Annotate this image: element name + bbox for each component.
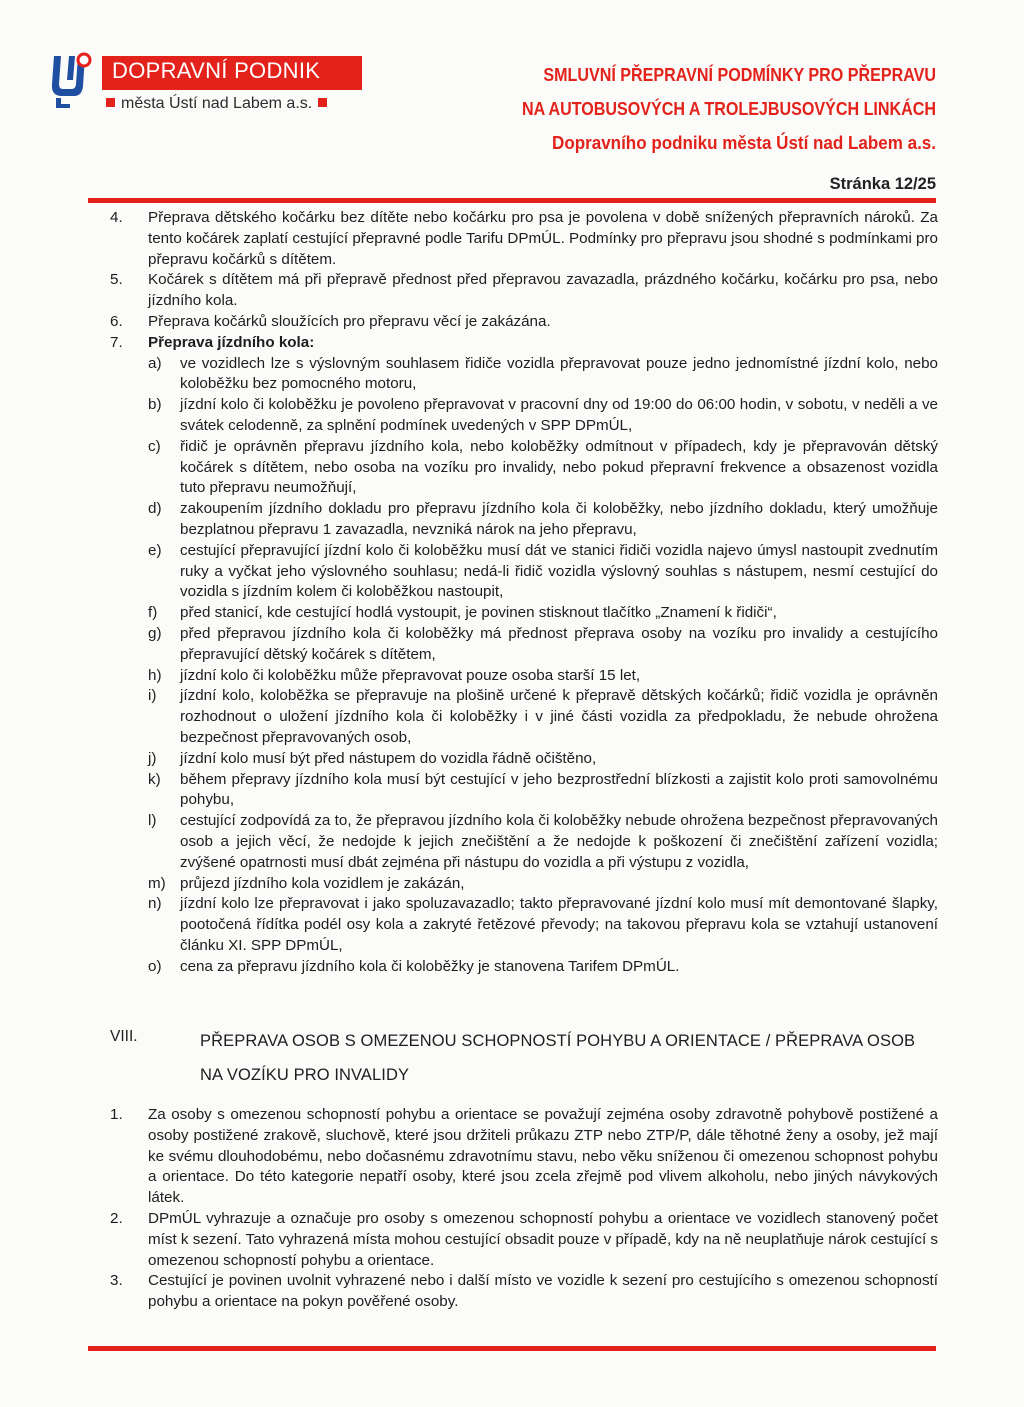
sublist-item <box>110 541 938 603</box>
header-divider <box>88 198 936 203</box>
item-number: 2. <box>110 1209 123 1227</box>
sub-letter: e) <box>148 541 162 559</box>
sub-text: před stanicí, kde cestující hodlá vystoupit, je povinen stisknout tlačítko „Znamení k řidiči“, <box>180 604 777 622</box>
sub-letter: g) <box>148 624 162 642</box>
sub-text: jízdní kolo lze přepravovat i jako spoluzavazadlo; takto přepravované jízdní kolo musí mít demontované šlapky, pootočená řídítka podél osy kola a zakryté řetězové převody; na takovou přepravu kola se vztahují ustanovení článku XI. SPP DPmÚL, <box>180 895 938 954</box>
sub-letter: b) <box>148 396 162 414</box>
sub-letter: i) <box>148 687 157 705</box>
sublist-item <box>110 894 938 956</box>
item-heading: Přeprava jízdního kola: <box>148 333 315 351</box>
sub-letter: d) <box>148 500 162 518</box>
sub-text: během přepravy jízdního kola musí být cestující v jeho bezprostřední blízkosti a zajistit kolo proti samovolnému pohybu, <box>180 770 938 809</box>
list-item <box>110 270 938 312</box>
sub-letter: m) <box>148 874 166 892</box>
sub-letter: a) <box>148 354 162 372</box>
sublist-item <box>110 686 938 748</box>
sub-text: jízdní kolo či koloběžku je povoleno přepravovat v pracovní dny od 19:00 do 06:00 hodin, v sobotu, v neděli a ve svátek celodenně, za splnění podmínek uvedených v SPP DPmÚL, <box>180 396 938 434</box>
list-item <box>110 333 938 354</box>
sub-text: jízdní kolo musí být před nástupem do vozidla řádně očištěno, <box>180 749 597 767</box>
item-number: 1. <box>110 1106 123 1123</box>
sub-text: cena za přepravu jízdního kola či koloběžky je stanovena Tarifem DPmÚL. <box>180 957 680 975</box>
sublist-item <box>110 354 938 396</box>
section-body <box>110 1105 938 1313</box>
sublist-item <box>110 749 938 770</box>
sub-letter: l) <box>148 812 157 830</box>
sub-text: cestující zodpovídá za to, že přepravou jízdního kola či koloběžky nebude ohrožena bezpečnost přepravovaných osob a jejich věcí, že nedojde k jejich znečištění a že nedojde k poškození či znečištění zařízení vozidla; zvýšené opatrnosti musí dbát zejména při nástupu do vozidla a při výstupu z vozidla, <box>180 812 938 871</box>
sub-text: jízdní kolo či koloběžku může přepravovat pouze osoba starší 15 let, <box>180 666 641 684</box>
sublist-item <box>110 499 938 541</box>
sub-text: ve vozidlech lze s výslovným souhlasem řidiče vozidla přepravovat pouze jedno jednomístné jízdní kolo, nebo koloběžku bez pomocného motoru, <box>180 354 938 393</box>
list-item <box>110 208 938 270</box>
list-item <box>110 312 938 333</box>
footer-divider <box>88 1346 936 1351</box>
item-number: 4. <box>110 209 123 226</box>
sub-letter: n) <box>148 895 162 913</box>
logo-name: DOPRAVNÍ PODNIK <box>112 58 321 83</box>
sublist-item <box>110 811 938 873</box>
logo-square-icon <box>106 98 115 107</box>
sub-letter: j) <box>148 749 157 767</box>
sub-text: před přepravou jízdního kola či koloběžky má přednost přeprava osoby na vozíku pro invalidy a cestujícího přepravující dětský kočárek s dítětem, <box>180 624 938 663</box>
sub-letter: o) <box>148 957 162 975</box>
sublist-item <box>110 437 938 499</box>
sub-text: průjezd jízdního kola vozidlem je zakázán, <box>180 874 465 892</box>
item-text: Přeprava kočárků sloužících pro přepravu věcí je zakázána. <box>148 312 551 330</box>
sub-letter: k) <box>148 770 161 788</box>
document-title-line3: Dopravního podniku města Ústí nad Labem a.s. <box>552 132 936 153</box>
sublist-item <box>110 603 938 624</box>
list-item <box>110 1271 938 1313</box>
sub-text: cestující přepravující jízdní kolo či koloběžku musí dát ve stanici řidiči vozidla najevo úmysl nastoupit zvednutím ruky a vyčkat jeho výslovného souhlasu; nedá-li řidič vozidla výslovný souhlas s nástupem, nesmí cestující do vozidla s jízdním kolem či koloběžkou nastoupit, <box>180 541 938 601</box>
sub-text: zakoupením jízdního dokladu pro přepravu jízdního kola či koloběžky, nebo jízdního dokladu, který umožňuje bezplatnou přepravu 1 zavazadla, nevzniká nárok na jeho přepravu, <box>180 500 938 538</box>
dp-logo-icon <box>48 50 94 112</box>
sublist-item <box>110 666 938 687</box>
list-item <box>110 1209 938 1271</box>
item-number: 7. <box>110 333 123 351</box>
sub-text: řidič je oprávněn přepravu jízdního kola, nebo koloběžky odmítnout v případech, kdy je přepravován dětský kočárek s dítětem, nebo osoba na vozíku pro invalidy, nebo pokud přepravní frekvence a obsazenost vozidla tuto přepravu neumožňují, <box>180 437 938 497</box>
item-text: Kočárek s dítětem má při přepravě přednost před přepravou zavazadla, prázdného kočárku, kočárku pro psa, nebo jízdního kola. <box>148 271 938 310</box>
document-title-line2: NA AUTOBUSOVÝCH A TROLEJBUSOVÝCH LINKÁCH <box>521 98 936 119</box>
item-number: 3. <box>110 1272 123 1290</box>
logo-subtitle <box>106 95 333 113</box>
section-heading <box>110 1024 938 1092</box>
sub-text: jízdní kolo, koloběžka se přepravuje na plošině určené k přepravě dětských kočárků; řidič vozidla je oprávněn rozhodnout o uložení jízdního kola či koloběžky i v jiné části vozidla za předpokladu, že nebude ohrožena bezpečnost přepravovaných osob, <box>180 687 938 746</box>
sub-letter: f) <box>148 604 158 622</box>
item-text: Cestující je povinen uvolnit vyhrazené nebo i další místo ve vozidle k sezení pro cestujícího s omezenou schopností pohybu a orientace na pokyn pověřené osoby. <box>148 1272 938 1311</box>
sub-letter: c) <box>148 437 161 455</box>
sublist-item <box>110 874 938 895</box>
sublist-item <box>110 957 938 978</box>
sublist-item <box>110 624 938 666</box>
sublist-item <box>110 395 938 437</box>
document-body <box>110 208 938 977</box>
section-number: VIII. <box>110 1028 138 1045</box>
list-item <box>110 1105 938 1209</box>
item-number: 6. <box>110 312 123 330</box>
item-text: Přeprava dětského kočárku bez dítěte nebo kočárku pro psa je povolena v době snížených přepravních nároků. Za tento kočárek zaplatí cestující přepravné podle Tarifu DPmÚL. Podmínky pro přepravu jsou shodné s podmínkami pro přepravu kočárků s dítětem. <box>148 209 938 268</box>
company-logo <box>48 50 328 115</box>
sub-letter: h) <box>148 666 162 684</box>
document-title-line1: SMLUVNÍ PŘEPRAVNÍ PODMÍNKY PRO PŘEPRAVU <box>543 64 936 85</box>
item-number: 5. <box>110 271 123 289</box>
logo-subtitle-text: města Ústí nad Labem a.s. <box>121 95 313 112</box>
section-title: PŘEPRAVA OSOB S OMEZENOU SCHOPNOSTÍ POHYBU A ORIENTACE / PŘEPRAVA OSOB NA VOZÍKU PRO INVALIDY <box>200 1032 916 1084</box>
logo-square-icon <box>318 98 327 107</box>
page-number: Stránka 12/25 <box>829 175 936 193</box>
sublist-item <box>110 770 938 812</box>
item-text: Za osoby s omezenou schopností pohybu a orientace se považují zejména osoby zdravotně pohybově postižené a osoby postižené zrakově, sluchově, které jsou držiteli průkazu ZTP nebo ZTP/P, dále těhotné ženy a osoby, jež mají ke svému dlouhodobému, nebo dočasnému zdravotnímu stavu, nebo věku sníženou či omezenou schopnost pohybu a orientace. Do této kategorie nepatří osoby, které jsou zcela zřejmě pod vlivem alkoholu, nebo jiných návykových látek. <box>148 1106 938 1207</box>
item-text: DPmÚL vyhrazuje a označuje pro osoby s omezenou schopností pohybu a orientace ve vozidlech stanovený počet míst k sezení. Tato vyhrazená místa mohou cestující obsadit pouze v případě, kdy na ně neuplatňuje nárok cestující s omezenou schopností pohybu a orientace. <box>148 1209 938 1269</box>
